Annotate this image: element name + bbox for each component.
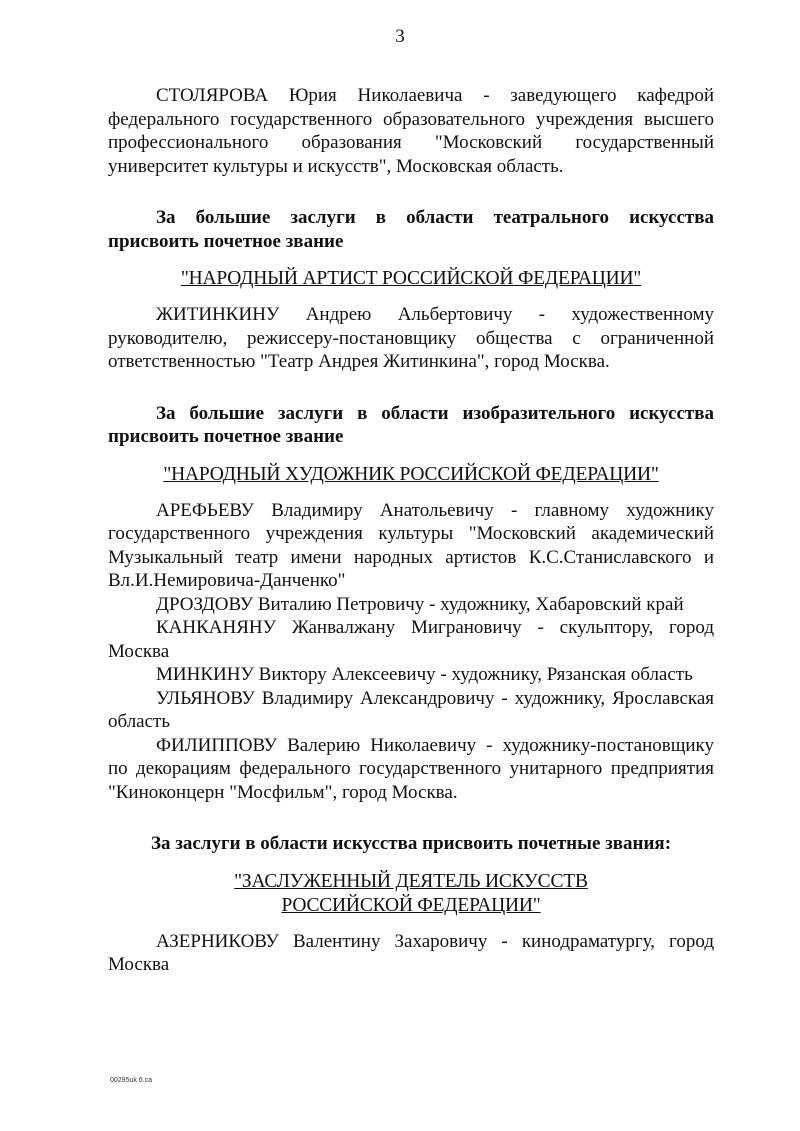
- award-section-arts: [108, 832, 714, 977]
- intro-paragraph: СТОЛЯРОВА Юрия Николаевича - заведующего кафедрой федерального государственного образовательного учреждения высшего профессионального образования "Московский государственный университет культуры и искусств", Московская область.: [108, 85, 714, 177]
- award-section-fine-art: [108, 402, 714, 805]
- award-title-line: "НАРОДНЫЙ ХУДОЖНИК РОССИЙСКОЙ ФЕДЕРАЦИИ": [163, 463, 659, 485]
- award-entry: АЗЕРНИКОВУ Валентину Захаровичу - кинодраматургу, город Москва: [108, 930, 714, 975]
- section-heading: За большие заслуги в области театрального искусства присвоить почетное звание: [108, 207, 714, 252]
- award-entry: ДРОЗДОВУ Виталию Петровичу - художнику, Хабаровский край: [156, 593, 684, 615]
- award-title: [108, 870, 714, 918]
- award-entry: ФИЛИППОВУ Валерию Николаевичу - художнику-постановщику по декорациям федерального государственного унитарного предприятия "Киноконцерн "Мосфильм", город Москва.: [108, 734, 714, 803]
- award-title-line: "ЗАСЛУЖЕННЫЙ ДЕЯТЕЛЬ ИСКУССТВ: [234, 870, 588, 892]
- award-entry: АРЕФЬЕВУ Владимиру Анатольевичу - главному художнику государственного учреждения культуры "Московский академический Музыкальный театр имени народных артистов К.С.Станиславского и Вл.И.Немировича-Данченко": [108, 499, 714, 591]
- award-section-theatre: [108, 206, 714, 374]
- award-title: [108, 267, 714, 291]
- award-title-line: "НАРОДНЫЙ АРТИСТ РОССИЙСКОЙ ФЕДЕРАЦИИ": [180, 268, 642, 289]
- section-heading: За заслуги в области искусства присвоить почетные звания:: [150, 833, 672, 854]
- award-entry: УЛЬЯНОВУ Владимиру Александровичу - художнику, Ярославская область: [108, 687, 714, 732]
- document-body: [108, 84, 714, 977]
- award-entry: МИНКИНУ Виктору Алексеевичу - художнику, Рязанская область: [156, 664, 693, 685]
- award-entry: ЖИТИНКИНУ Андрею Альбертовичу - художественному руководителю, режиссеру-постановщику общества с ограниченной ответственностью "Театр Андрея Житинкина", город Москва.: [108, 304, 714, 372]
- page-number: 3: [395, 26, 405, 47]
- award-title-line: РОССИЙСКОЙ ФЕДЕРАЦИИ": [281, 894, 541, 916]
- award-entry: КАНКАНЯНУ Жанвалжану Миграновичу - скульптору, город Москва: [108, 617, 714, 662]
- section-heading: За большие заслуги в области изобразительного искусства присвоить почетное звание: [108, 402, 714, 447]
- footer-document-code: 00295uk 6.ca: [110, 1077, 153, 1084]
- award-title: [108, 463, 714, 487]
